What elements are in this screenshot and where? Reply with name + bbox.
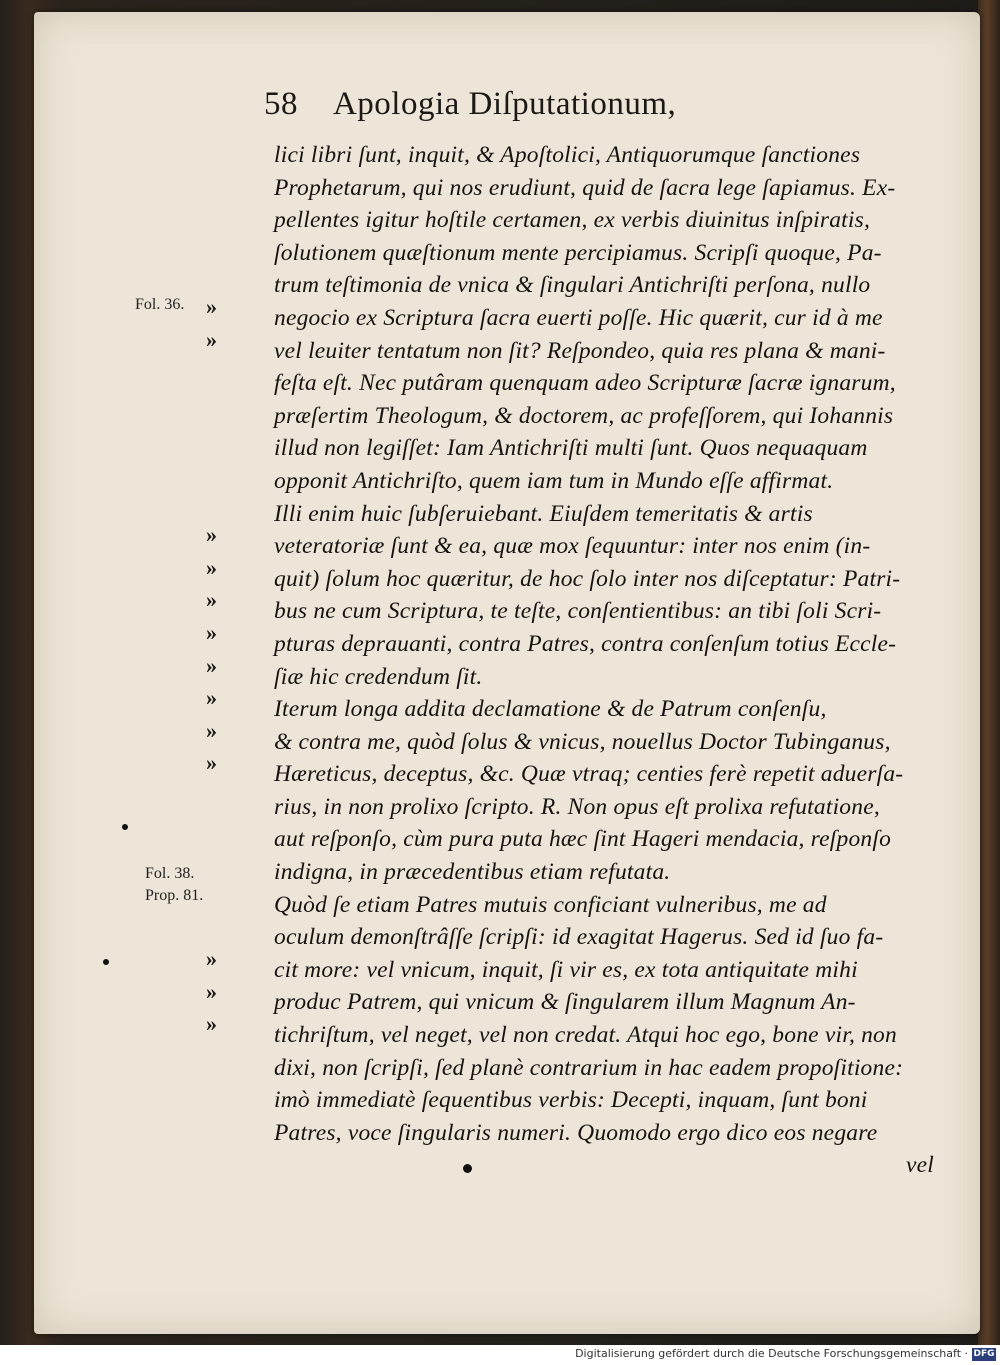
- text-line: illud non legiſſet: Iam Antichriſti multi ſunt. Quos nequaquam: [274, 435, 868, 462]
- text-line: opponit Antichriſto, quem iam tum in Mundo eſſe affirmat.: [274, 467, 834, 494]
- text-line: vel leuiter tentatum non ſit? Reſpondeo, quia res plana & mani-: [274, 337, 886, 364]
- ink-speck: [122, 824, 128, 830]
- quotation-mark: »: [206, 685, 217, 711]
- text-line: Illi enim huic ſubſeruiebant. Eiuſdem temeritatis & artis: [274, 500, 813, 527]
- text-line: tichriſtum, vel neget, vel non credat. Atqui hoc ego, bone vir, non: [274, 1022, 897, 1049]
- dfg-logo: DFG: [973, 1349, 995, 1359]
- text-line: cit more: vel vnicum, inquit, ſi vir es, ex tota antiquitate mihi: [274, 956, 858, 983]
- body-text: [274, 139, 934, 1182]
- margin-note-fol-36: Fol. 36.: [135, 296, 185, 313]
- quotation-mark: »: [206, 522, 217, 548]
- quotation-mark: »: [206, 1011, 217, 1037]
- quotation-mark: »: [206, 946, 217, 971]
- text-line: imò immediatè ſequentibus verbis: Decepti, inquam, ſunt boni: [274, 1087, 868, 1114]
- margin-note-prop-81: Prop. 81.: [145, 887, 204, 904]
- text-line: aut reſponſo, cùm pura puta hæc ſint Hageri mendacia, reſponſo: [274, 826, 892, 853]
- text-line: Patres, voce ſingularis numeri. Quomodo ergo dico eos negare: [274, 1119, 878, 1146]
- text-line: Hæreticus, deceptus, &c. Quæ vtraq; centies ferè repetit aduerſa-: [274, 761, 904, 788]
- text-line: pturas deprauanti, contra Patres, contra conſenſum totius Eccle-: [274, 630, 897, 657]
- text-line: trum teſtimonia de vnica & ſingulari Antichriſti perſona, nullo: [274, 272, 871, 299]
- text-line: feſta eſt. Nec putâram quenquam adeo Scripturæ ſacræ ignarum,: [274, 370, 896, 397]
- text-line: rius, in non prolixo ſcripto. R. Non opus eſt prolixa refutatione,: [274, 793, 880, 820]
- text-line: oculum demonſtrâſſe ſcripſi: id exagitat Hagerus. Sed id ſuo fa-: [274, 924, 884, 951]
- text-line: quit) ſolum hoc quæritur, de hoc ſolo inter nos diſceptatur: Patri-: [274, 565, 901, 592]
- text-line: veteratoriæ ſunt & ea, quæ mox ſequuntur: inter nos enim (in-: [274, 533, 871, 560]
- text-line: Prophetarum, qui nos erudiunt, quid de ſacra lege ſapiamus. Ex-: [274, 174, 896, 201]
- quotation-mark: »: [206, 750, 217, 776]
- text-line: negocio ex Scriptura ſacra euerti poſſe. Hic quærit, cur id à me: [274, 304, 883, 331]
- text-line: & contra me, quòd ſolus & vnicus, nouellus Doctor Tubinganus,: [274, 728, 891, 755]
- quotation-mark: »: [206, 652, 217, 678]
- footer-credit: Digitalisierung gefördert durch die Deutsche Forschungsgemeinschaft ·: [575, 1347, 968, 1360]
- quotation-mark: »: [206, 620, 217, 645]
- text-line: produc Patrem, qui vnicum & ſingularem illum Magnum An-: [274, 989, 856, 1016]
- page-header: [264, 86, 676, 140]
- text-line: Quòd ſe etiam Patres mutuis conficiant vulneribus, me ad: [274, 891, 827, 918]
- quotation-mark: »: [206, 587, 217, 613]
- text-line: ſiæ hic credendum ſit.: [274, 663, 483, 690]
- quotation-mark: »: [206, 717, 217, 743]
- running-title: Apologia Diſputationum,: [332, 86, 677, 122]
- margin-note-fol-38: Fol. 38.: [145, 865, 195, 882]
- text-line: lici libri ſunt, inquit, & Apoſtolici, Antiquorumque ſanctiones: [274, 142, 861, 168]
- quotation-mark: »: [206, 326, 217, 352]
- text-line: dixi, non ſcripſi, ſed planè contrarium in hac eadem propoſitione:: [274, 1054, 904, 1081]
- ink-speck: [103, 959, 109, 965]
- text-line: Iterum longa addita declamatione & de Patrum conſenſu,: [274, 696, 827, 723]
- text-line: pellentes igitur hoſtile certamen, ex verbis diuinitus inſpiratis,: [274, 207, 871, 234]
- catchword: vel: [906, 1152, 934, 1179]
- book-edge: [978, 0, 1000, 1345]
- quotation-mark: »: [206, 294, 217, 319]
- ink-speck: [463, 1164, 472, 1173]
- quotation-mark: »: [206, 554, 217, 580]
- text-line: præſertim Theologum, & doctorem, ac profeſſorem, qui Iohannis: [274, 402, 894, 429]
- text-line: ſolutionem quæſtionum mente percipiamus. Scripſi quoque, Pa-: [274, 239, 882, 266]
- digitization-footer: [0, 1345, 1000, 1365]
- quotation-mark: »: [206, 978, 217, 1004]
- page-number: 58: [264, 86, 298, 122]
- text-line: bus ne cum Scriptura, te teſte, conſentientibus: an tibi ſoli Scri-: [274, 598, 882, 625]
- text-line: indigna, in præcedentibus etiam refutata.: [274, 859, 671, 886]
- book-page: [34, 12, 980, 1334]
